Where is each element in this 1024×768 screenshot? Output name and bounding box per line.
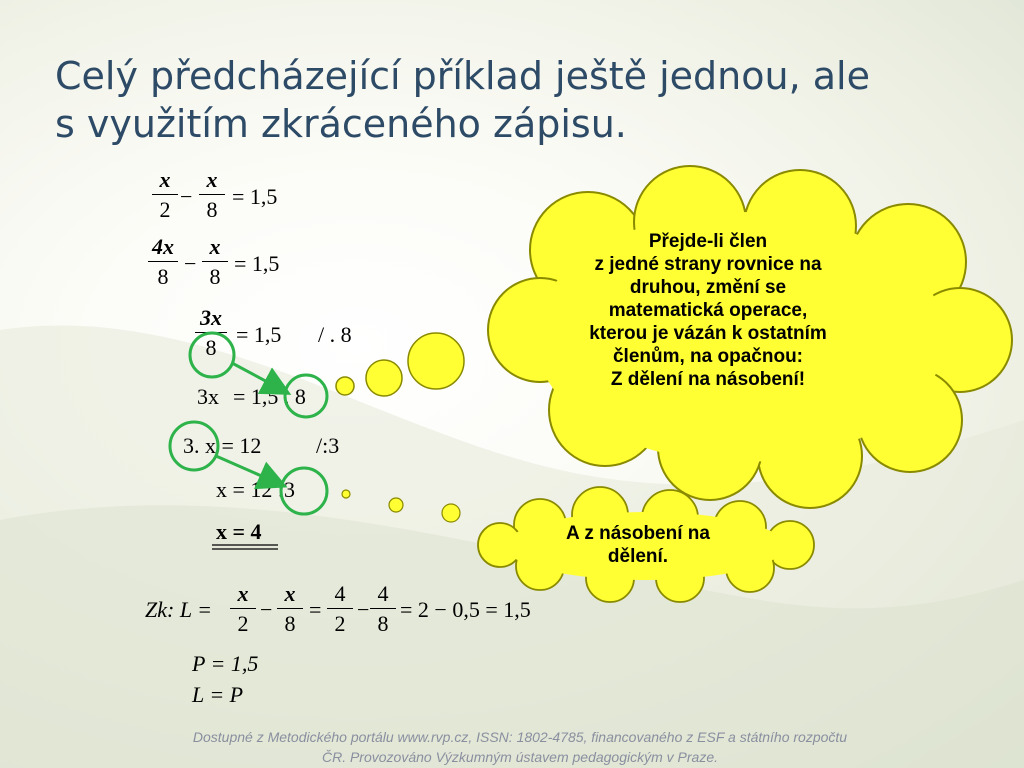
denominator: 2 [159, 197, 171, 222]
big-cloud-text [540, 230, 876, 391]
minus-sign: − [357, 597, 370, 622]
thought-dot [336, 377, 354, 395]
numerator: 4x [152, 234, 174, 259]
cloud-line: druhou, změní se [629, 277, 787, 298]
denominator: 8 [377, 611, 389, 636]
arrow-move-3 [216, 456, 282, 485]
cloud-line: z jedné strany rovnice na [594, 254, 822, 275]
check-result: = 2 − 0,5 = 1,5 [400, 597, 531, 622]
title-line-2: s využitím zkráceného zápisu. [55, 102, 627, 146]
check-conclusion: L = P [192, 682, 244, 707]
denominator: 8 [206, 197, 218, 222]
denominator: 8 [284, 611, 296, 636]
denominator: 2 [237, 611, 249, 636]
equation-rhs: = 1,5 . 8 [233, 384, 306, 409]
thought-dot [442, 504, 460, 522]
numerator: 4 [377, 581, 389, 606]
minus-sign: − [180, 184, 193, 209]
numerator: 3x [200, 305, 222, 330]
final-result: x = 4 [216, 519, 262, 544]
cloud-line: kterou je vázán k ostatním [589, 323, 827, 344]
denominator: 2 [334, 611, 346, 636]
numerator: x [284, 581, 296, 606]
footer-line-2: ČR. Provozováno Výzkumným ústavem pedagogickým v Praze. [321, 749, 719, 765]
denominator: 8 [205, 335, 217, 360]
equals-sign: = [309, 597, 322, 622]
equation-lhs: 3x [197, 384, 219, 409]
cloud-line: A z násobení na [566, 523, 710, 544]
title-line-1: Celý předcházející příklad ještě jednou, ale [55, 54, 870, 98]
highlight-circle-3dot [170, 422, 218, 470]
cloud-line: matematická operace, [608, 300, 808, 321]
equation-line: 3. x = 12 [183, 433, 262, 458]
highlight-circle-dot8 [285, 375, 327, 417]
equation-rhs: = 1,5 [234, 251, 280, 276]
numerator: 4 [334, 581, 346, 606]
numerator: x [159, 167, 171, 192]
thought-dot [366, 360, 402, 396]
equation-rhs: = 1,5 [236, 322, 282, 347]
numerator: x [209, 234, 221, 259]
cloud-line: Přejde-li člen [648, 231, 768, 252]
denominator: 8 [209, 264, 221, 289]
thought-dot [342, 490, 350, 498]
arrow-move-8 [232, 363, 286, 392]
check-right-side: P = 1,5 [192, 651, 259, 676]
highlight-circle-8 [190, 333, 234, 377]
numerator: x [206, 167, 218, 192]
equation-line: x = 12 :3 [216, 477, 296, 502]
operation-note: / . 8 [318, 322, 352, 347]
operation-note: /:3 [316, 433, 340, 458]
check-prefix: Zk: L = [145, 597, 213, 622]
highlight-circle-colon3 [281, 468, 327, 514]
footer-line-1: Dostupné z Metodického portálu www.rvp.cz, ISSN: 1802-4785, financovaného z ESF a státního rozpočtu [192, 729, 848, 745]
cloud-line: dělení. [607, 546, 669, 567]
cloud-line: členům, na opačnou: [612, 346, 804, 367]
equation-rhs: = 1,5 [232, 184, 278, 209]
thought-dot [389, 498, 403, 512]
thought-dot [408, 333, 464, 389]
minus-sign: − [184, 251, 197, 276]
denominator: 8 [157, 264, 169, 289]
minus-sign: − [260, 597, 273, 622]
cloud-line: Z dělení na násobení! [610, 369, 806, 390]
footer-credit [100, 727, 940, 767]
numerator: x [237, 581, 249, 606]
small-cloud-text [520, 522, 756, 568]
